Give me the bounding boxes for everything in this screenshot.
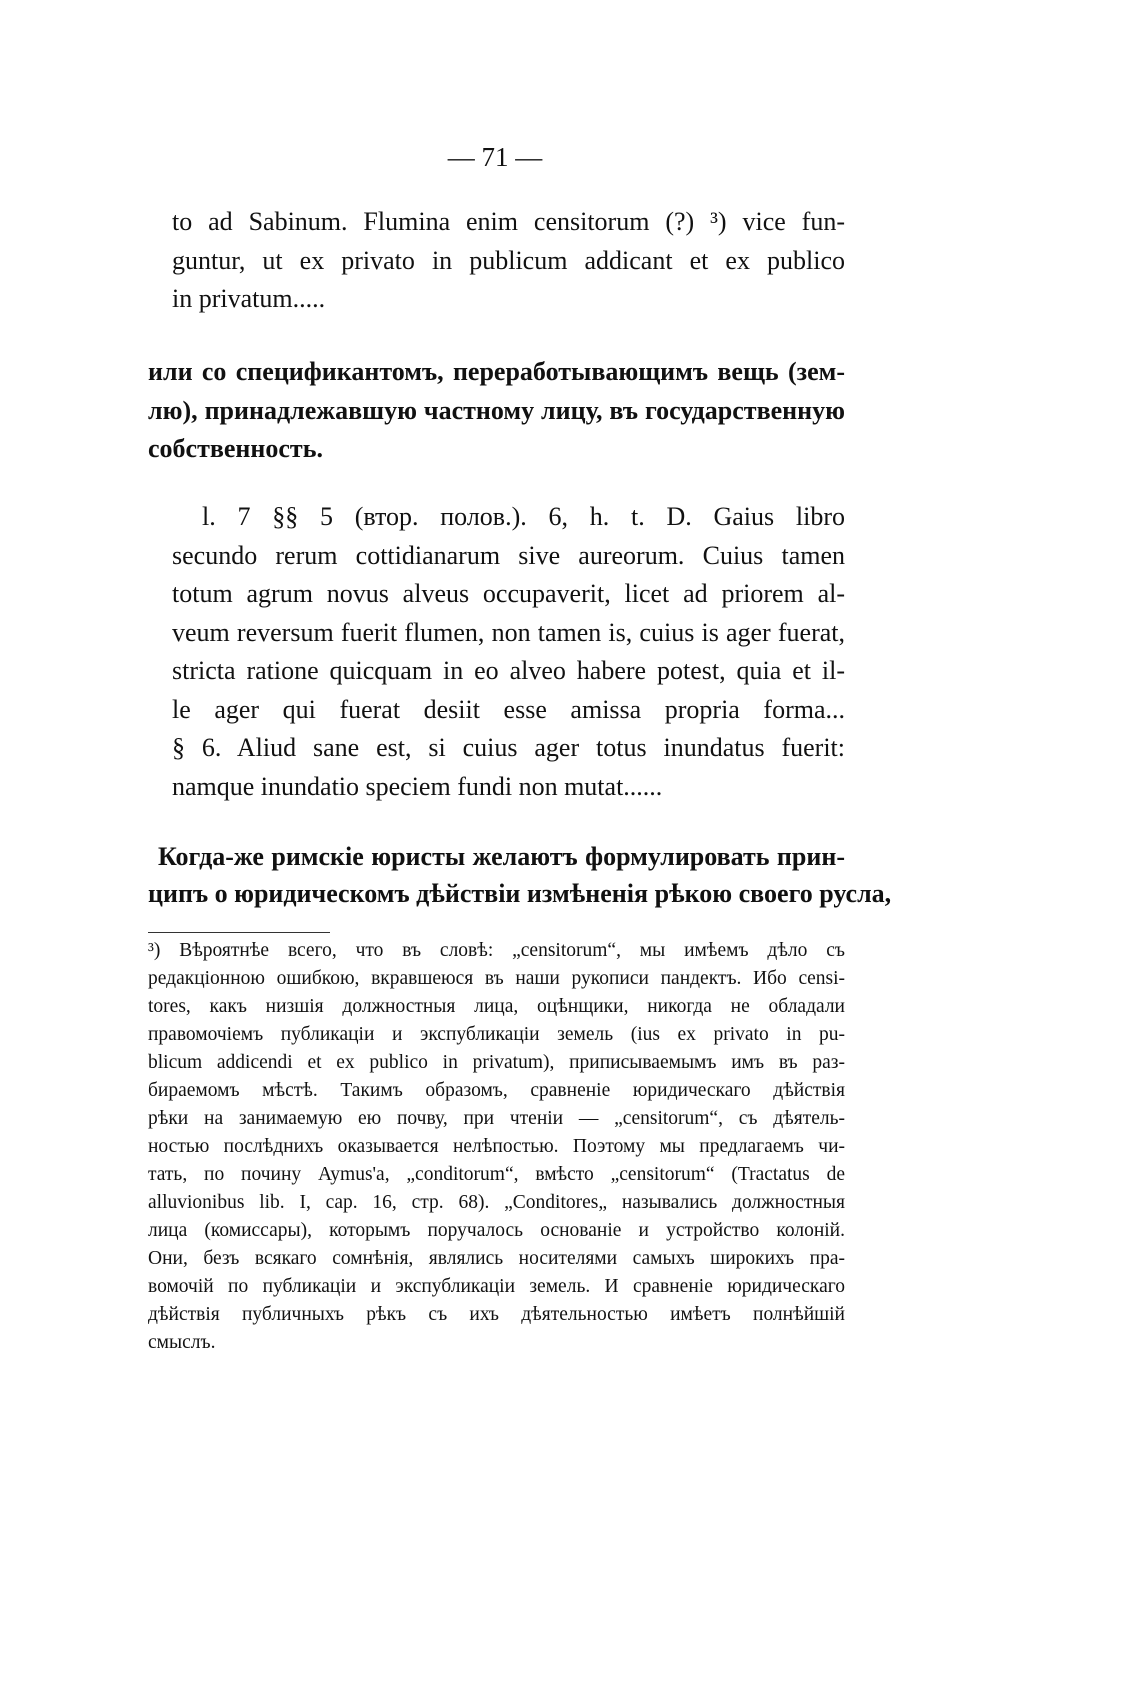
text-line: le ager qui fuerat desiit esse amissa propria forma... [172, 694, 845, 724]
latin-quote-2 [172, 498, 845, 806]
text-line: § 6. Aliud sane est, si cuius ager totus inundatus fuerit: [172, 733, 845, 762]
text-line: tores, какъ низшія должностныя лица, оцѣнщики, никогда не обладали [148, 996, 845, 1017]
text-line: totum agrum novus alveus occupaverit, licet ad priorem al- [172, 579, 845, 608]
page-number: — 71 — [447, 142, 543, 172]
text-line: secundo rerum cottidianarum sive aureorum. Cuius tamen [172, 540, 845, 570]
text-line: in privatum..... [172, 284, 326, 313]
text-line: смыслъ. [148, 1332, 216, 1353]
text-line: blicum addicendi et ex publico in privatum), приписываемымъ имъ въ раз- [148, 1052, 845, 1073]
text-line: рѣки на занимаемую ею почву, при чтеніи — „censitorum“, съ дѣятель- [148, 1108, 845, 1129]
text-line: alluvionibus lib. I, cap. 16, стр. 68). „Conditores„ назывались должностныя [148, 1192, 845, 1213]
text-line: l. 7 §§ 5 (втор. полов.). 6, h. t. D. Gaius libro [202, 502, 845, 531]
text-line: правомочіемъ публикаціи и экспубликаціи земель (ius ex privato in pu- [148, 1024, 845, 1045]
text-line: ³) Вѣроятнѣе всего, что въ словѣ: „censitorum“, мы имѣемъ дѣло съ [148, 940, 845, 961]
latin-quote-1 [172, 203, 845, 319]
footnote-divider [148, 932, 330, 933]
text-line: to ad Sabinum. Flumina enim censitorum (?) ³) vice fun- [172, 207, 845, 236]
text-line: Когда-же римскіе юристы желаютъ формулировать прин- [158, 842, 845, 871]
text-line: veum reversum fuerit flumen, non tamen is, cuius is ager fuerat, [172, 617, 845, 647]
text-line: дѣйствія публичныхъ рѣкъ съ ихъ дѣятельностью имѣетъ полнѣйшій [148, 1304, 845, 1325]
text-line: ностью послѣднихъ оказывается нелѣпостью. Поэтому мы предлагаемъ чи- [148, 1136, 845, 1157]
text-line: stricta ratione quicquam in eo alveo habere potest, quia et il- [172, 656, 845, 685]
text-line: Они, безъ всякаго сомнѣнія, являлись носителями самыхъ широкихъ пра- [148, 1248, 845, 1269]
text-line: тать, по почину Aymus'a, „conditorum“, вмѣсто „censitorum“ (Tractatus de [148, 1164, 845, 1185]
paragraph-2 [148, 838, 892, 912]
text-line: вомочій по публикаціи и экспубликаціи земель. И сравненіе юридическаго [148, 1276, 845, 1297]
text-line: namque inundatio speciem fundi non mutat...... [172, 771, 663, 801]
text-line: лю), принадлежавшую частному лицу, въ государственную [148, 395, 845, 425]
text-line: ципъ о юридическомъ дѣйствіи измѣненія рѣкою своего русла, [148, 879, 892, 908]
text-line: лица (комиссары), которымъ поручалось основаніе и устройство колоній. [148, 1220, 845, 1241]
text-line: собственность. [148, 434, 323, 463]
paragraph-1 [148, 353, 845, 469]
text-line: бираемомъ мѣстѣ. Такимъ образомъ, сравненіе юридическаго дѣйствія [148, 1080, 845, 1101]
text-line: или со спецификантомъ, переработывающимъ вещь (зем- [148, 357, 845, 386]
text-line: guntur, ut ex privato in publicum addicant et ex publico [172, 245, 845, 275]
footnote [148, 937, 845, 1357]
text-line: редакціонною ошибкою, вкравшеюся въ наши рукописи пандектъ. Ибо censi- [148, 968, 845, 989]
